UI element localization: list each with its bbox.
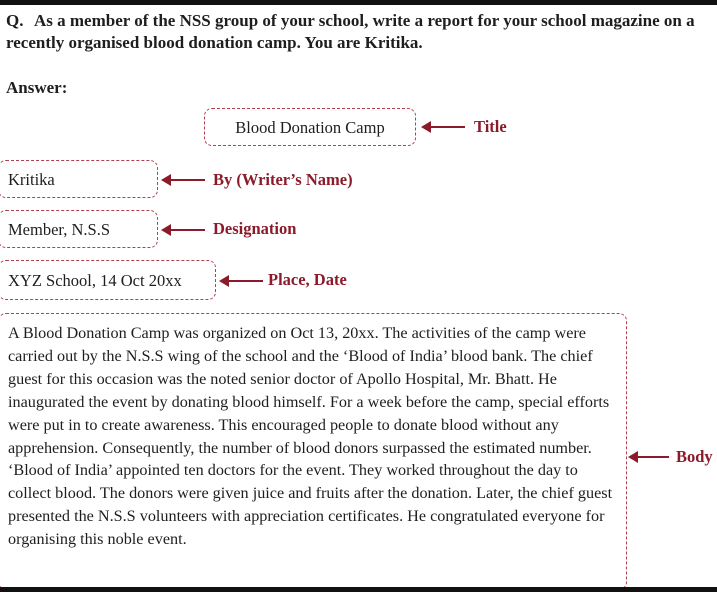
writer-box (0, 160, 158, 198)
designation-annotation: Designation (213, 219, 297, 238)
answer-label: Answer: (6, 78, 68, 97)
title-annotation: Title (474, 117, 507, 136)
question (6, 10, 711, 54)
place-date: XYZ School, 14 Oct 20xx (8, 271, 182, 290)
place-date-arrow (228, 280, 263, 282)
place-date-box (0, 260, 216, 300)
place-date-annotation: Place, Date (268, 270, 347, 289)
body-annotation: Body (676, 447, 713, 466)
question-label: Q. (6, 11, 24, 30)
writer-name: Kritika (8, 170, 55, 189)
title-arrow (430, 126, 465, 128)
question-text: As a member of the NSS group of your school, write a report for your school magazine on a recently organised blood donation camp. You are Kritika. (6, 11, 695, 52)
report-body: A Blood Donation Camp was organized on Oct 13, 20xx. The activities of the camp were carried out by the N.S.S wing of the school and the ‘Blood of India’ blood bank. The chief guest for this occasion was the noted senior doctor of Apollo Hospital, Mr. Bhatt. He inaugurated the event by donating blood himself. For a week before the camp, special efforts were put in to create awareness. This encouraged people to donate blood without any apprehension. Consequently, the number of blood donors surpassed the estimated number. ‘Blood of India’ appointed ten doctors for the event. They worked throughout the day to collect blood. The donors were given juice and fruits after the donation. Later, the chief guest presented the N.S.S volunteers with appreciation certificates. He congratulated everyone for organising this noble event. (8, 324, 613, 549)
designation-box (0, 210, 158, 248)
designation: Member, N.S.S (8, 220, 111, 239)
report-title: Blood Donation Camp (235, 118, 385, 137)
writer-annotation: By (Writer’s Name) (213, 170, 353, 189)
designation-arrow (170, 229, 205, 231)
body-arrow (637, 456, 669, 458)
writer-arrow (170, 179, 205, 181)
title-box (204, 108, 416, 146)
bottom-border (0, 587, 717, 592)
top-border (0, 0, 717, 5)
